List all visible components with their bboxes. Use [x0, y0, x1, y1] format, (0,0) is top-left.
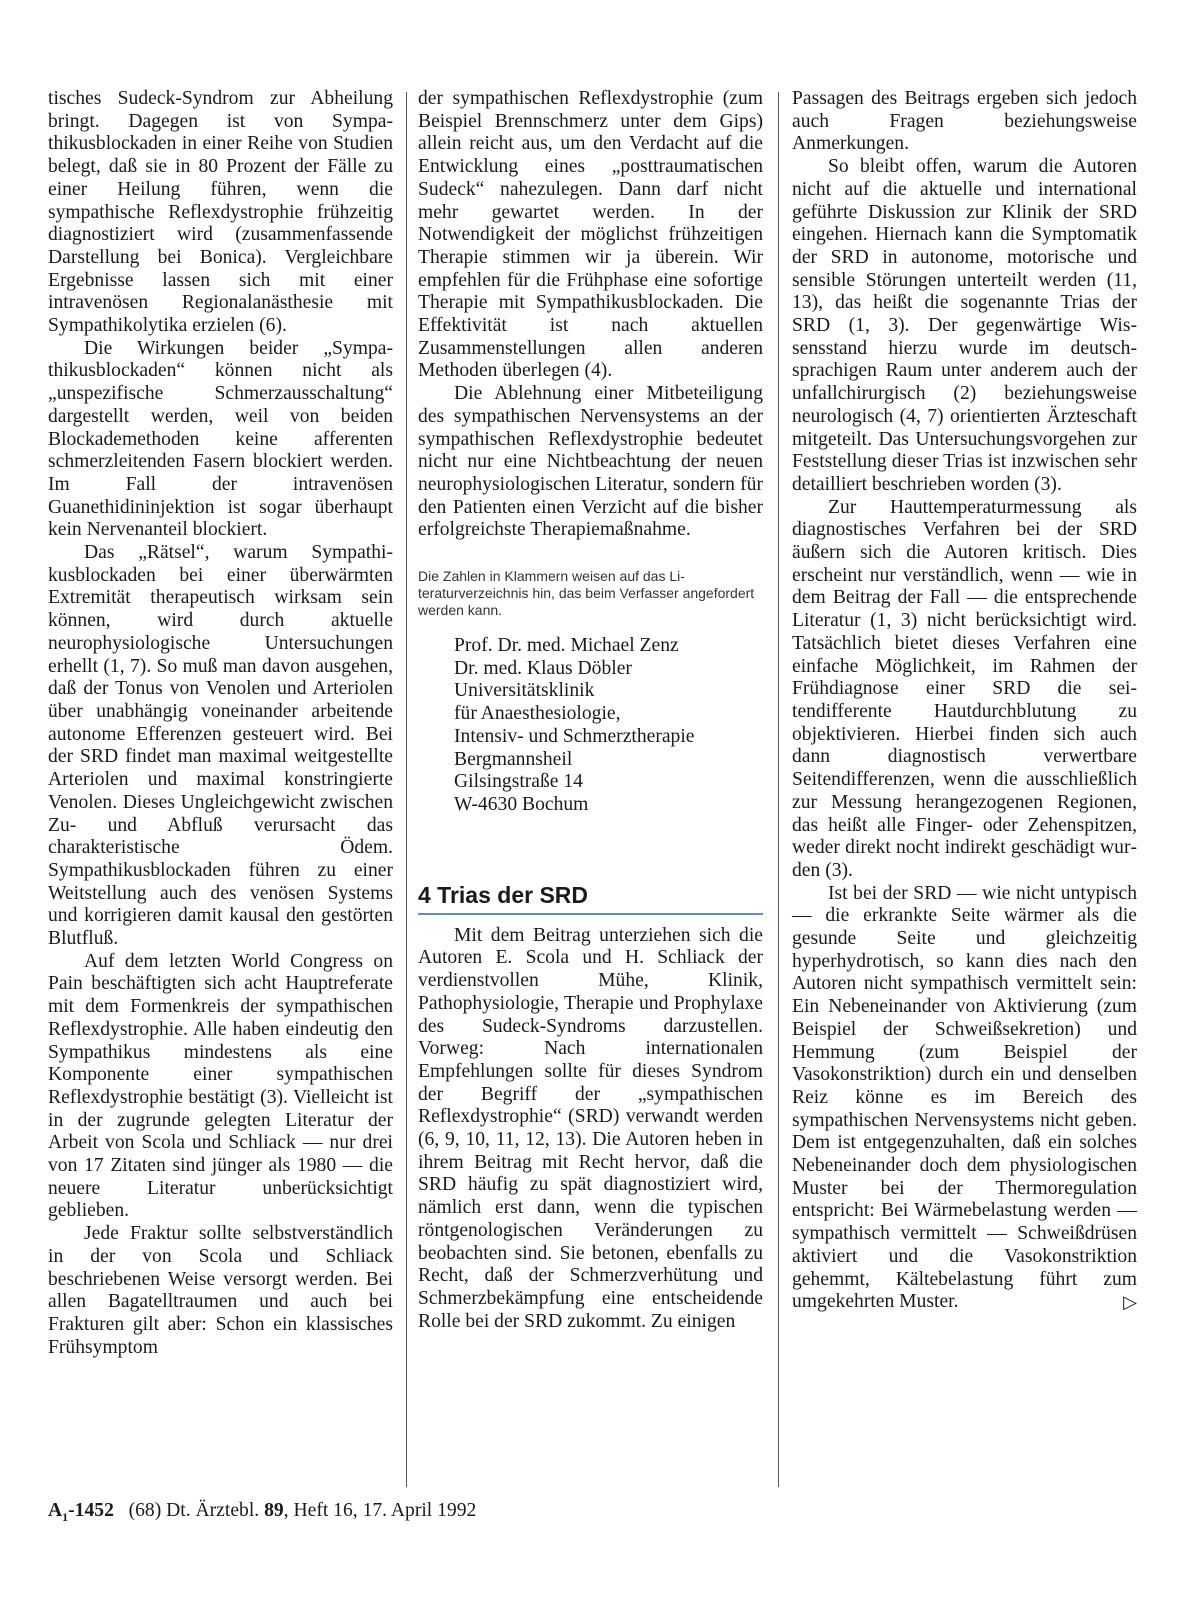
paragraph: Die Wirkungen beider „Sympathikusblockaden“ können nicht als „unspezifische Schmerzausschaltung“ dargestellt werden, weil von beiden Blockademethoden keine afferenten schmerzleitenden Fasern blockiert werden. Im Fall der intravenösen Guanethidininjektion ist sogar überhaupt kein Nervenanteil blockiert.: [48, 337, 393, 541]
paragraph: tisches Sudeck-Syndrom zur Abheilung bringt. Dagegen ist von Sympathikusblockaden in einer Reihe von Studien belegt, daß sie in 80 Prozent der Fälle zu einer Heilung führen, wenn die sympathische Reflexdystrophie frühzeitig diagnostiziert wird (zusammenfassende Darstellung bei Bonica). Vergleichbare Ergebnisse lassen sich mit einer intravenösen Regionalanästhesie mit Sympathikolytika erzielen (6).: [48, 88, 393, 337]
citation-prefix: (68) Dt. Ärztebl.: [128, 1500, 260, 1521]
text-column-1: [48, 88, 393, 1359]
page-code-subscript: 1: [62, 1509, 69, 1524]
page-code-number: -1452: [68, 1500, 114, 1521]
paragraph: Passagen des Beitrags ergeben sich jedoch auch Fragen beziehungsweise Anmerkungen.: [792, 88, 1137, 155]
heading-underline: [418, 913, 763, 915]
address-line: Prof. Dr. med. Michael Zenz: [454, 635, 679, 657]
address-line: für Anaesthesiologie,: [454, 703, 621, 725]
column-divider: [778, 92, 779, 1487]
text-column-3: [792, 88, 1137, 1314]
paragraph: Zur Hauttemperaturmessung als diagnostisches Verfahren bei der SRD äußern sich die Autoren kritisch. Dies erscheint nur verständlich, wenn — wie in dem Beitrag der Fall — die entsprechende Literatur (1, 3) nicht berücksichtigt wird. Tatsächlich bietet dieses Verfahren eine einfache Möglichkeit, im Rahmen der Frühdiagnose einer SRD die seitendifferente Hautdurchblutung zu objektivieren. Hierbei finden sich auch dann diagnostisch verwertbare Seitendifferenzen, wenn die ausschließlich zur Messung herangezogenen Regionen, das heißt alle Finger- oder Zehenspitzen, weder direkt nocht indirekt geschädigt wurden (3).: [792, 496, 1137, 881]
footnote: Die Zahlen in Klammern weisen auf das Literaturverzeichnis hin, das beim Verfasser angefordert werden kann.: [418, 568, 755, 619]
address-line: Gilsingstraße 14: [454, 771, 583, 793]
paragraph: der sympathischen Reflexdystrophie (zum Beispiel Brennschmerz unter dem Gips) allein reicht aus, um den Verdacht auf die Entwicklung eines „posttraumatischen Sudeck“ nahezulegen. Dann darf nicht mehr gewartet werden. In der Notwendigkeit der möglichst frühzeitigen Therapie stimmen wir ja überein. Wir empfehlen für die Frühphase eine sofortige Therapie mit Sympathikusblockaden. Die Effektivität ist nach aktuellen Zusammenstellungen allen anderen Methoden überlegen (4).: [418, 88, 763, 382]
address-line: W-4630 Bochum: [454, 793, 589, 815]
address-line: Bergmannsheil: [454, 748, 573, 770]
paragraph: [792, 883, 1137, 1314]
paragraph: Die Ablehnung einer Mitbeteiligung des sympathischen Nervensystems an der sympathischen Reflexdystrophie bedeutet nicht nur eine Nichtbeachtung der neuen neurophysiologischen Literatur, sondern für den Patienten einen Verzicht auf die bisher erfolgreichste Therapiemaßnahme.: [418, 383, 763, 541]
page-code-letter: A: [48, 1500, 63, 1521]
address-line: Intensiv- und Schmerztherapie: [454, 725, 695, 747]
paragraph: Das „Rätsel“, warum Sympathikusblockaden bei einer überwärmten Extremität therapeutisch wirksam sein können, wird durch aktuelle neurophysiologische Untersuchungen erhellt (1, 7). So muß man davon ausgehen, daß der Tonus von Venolen und Arteriolen über unabhängig voneinander arbeitende autonome Efferenzen gesteuert wird. Bei der SRD findet man maximal weitgestellte Arteriolen und maximal konstringierte Venolen. Dieses Ungleichgewicht zwischen Zu- und Abfluß verursacht das charakteristische Ödem. Sympathikusblockaden führen zu einer Weitstellung auch des venösen Systems und korrigieren damit kausal den gestörten Blutfluß.: [48, 542, 393, 950]
paragraph: So bleibt offen, warum die Autoren nicht auf die aktuelle und international geführte Diskussion zur Klinik der SRD eingehen. Hiernach kann die Symptomatik der SRD in autonome, motorische und sensible Störungen unterteilt werden (11, 13), das heißt die sogenannte Trias der SRD (1, 3). Der gegenwärtige Wissensstand hierzu wurde im deutschsprachigen Raum unter anderem auch der unfallchirurgisch (2) beziehungsweise neurologisch (4, 7) orientierten Ärzteschaft mitgeteilt. Das Untersuchungsvorgehen zur Feststellung dieser Trias ist inzwischen sehr detailliert beschrieben worden (3).: [792, 156, 1137, 495]
page-footer: [48, 1500, 476, 1525]
column-divider: [406, 92, 407, 1487]
paragraph: Jede Fraktur sollte selbstverständlich in der von Scola und Schliack beschriebenen Weise versorgt werden. Bei allen Bagatelltraumen und auch bei Frakturen gilt aber: Schon ein klassisches Frühsymptom: [48, 1223, 393, 1358]
citation-suffix: , Heft 16, 17. April 1992: [283, 1500, 477, 1521]
page-code: [48, 1500, 114, 1524]
address-line: Dr. med. Klaus Döbler: [454, 657, 632, 679]
paragraph-text: Ist bei der SRD — wie nicht untypisch — die erkrankte Seite wärmer als die gesunde Seite und gleichzeitig hyperhydrotisch, so kann dies nach den Autoren nicht sympathisch vermittelt sein: Ein Nebeneinander von Aktivierung (zum Beispiel der Schweißsekretion) und Hemmung (zum Beispiel der Vasokonstriktion) durch ein und denselben Reiz könne es im Bereich des sympathischen Nervensystems nicht geben. Dem ist entgegenzuhalten, daß ein solches Nebeneinander doch dem physiologischen Muster bei der Thermoregulation entspricht: Bei Wärmebelastung werden — sympathisch vermittelt — Schweißdrüsen aktiviert und die Vasokonstriktion gehemmt, Kältebelastung führt zum umgekehrten Muster.: [792, 882, 1137, 1313]
text-column-2: [418, 88, 763, 1333]
volume-number: 89: [264, 1500, 284, 1521]
paragraph: Mit dem Beitrag unterziehen sich die Autoren E. Scola und H. Schliack der verdienstvollen Mühe, Klinik, Pathophysiologie, Therapie und Prophylaxe des Sudeck-Syndroms darzustellen. Vorweg: Nach internationalen Empfehlungen sollte für dieses Syndrom der Begriff der „sympathischen Reflexdystrophie“ (SRD) verwandt werden (6, 9, 10, 11, 12, 13). Die Autoren heben in ihrem Beitrag mit Recht hervor, daß die SRD häufig zu spät diagnostiziert wird, nämlich erst dann, wenn die typischen röntgenologischen Veränderungen zu beobachten sind. Sie betonen, ebenfalls zu Recht, daß der Schmerzverhütung und Schmerzbekämpfung eine entscheidende Rolle bei der SRD zukommt. Zu einigen: [418, 924, 763, 1332]
section-heading: 4 Trias der SRD: [418, 881, 589, 908]
paragraph: Auf dem letzten World Congress on Pain beschäftigten sich acht Hauptreferate mit dem Formenkreis der sympathischen Reflexdystrophie. Alle haben eindeutig den Sympathikus mindestens als eine Komponente einer sympathischen Reflexdystrophie bestätigt (3). Vielleicht ist in der zugrunde gelegten Literatur der Arbeit von Scola und Schliack — nur drei von 17 Zitaten sind jünger als 1980 — die neuere Literatur unberücksichtigt geblieben.: [48, 950, 393, 1222]
section-heading-block: [418, 881, 763, 915]
continue-arrow-icon: ▷: [1123, 1292, 1137, 1313]
address-line: Universitätsklinik: [454, 680, 595, 702]
author-address: [454, 635, 763, 817]
